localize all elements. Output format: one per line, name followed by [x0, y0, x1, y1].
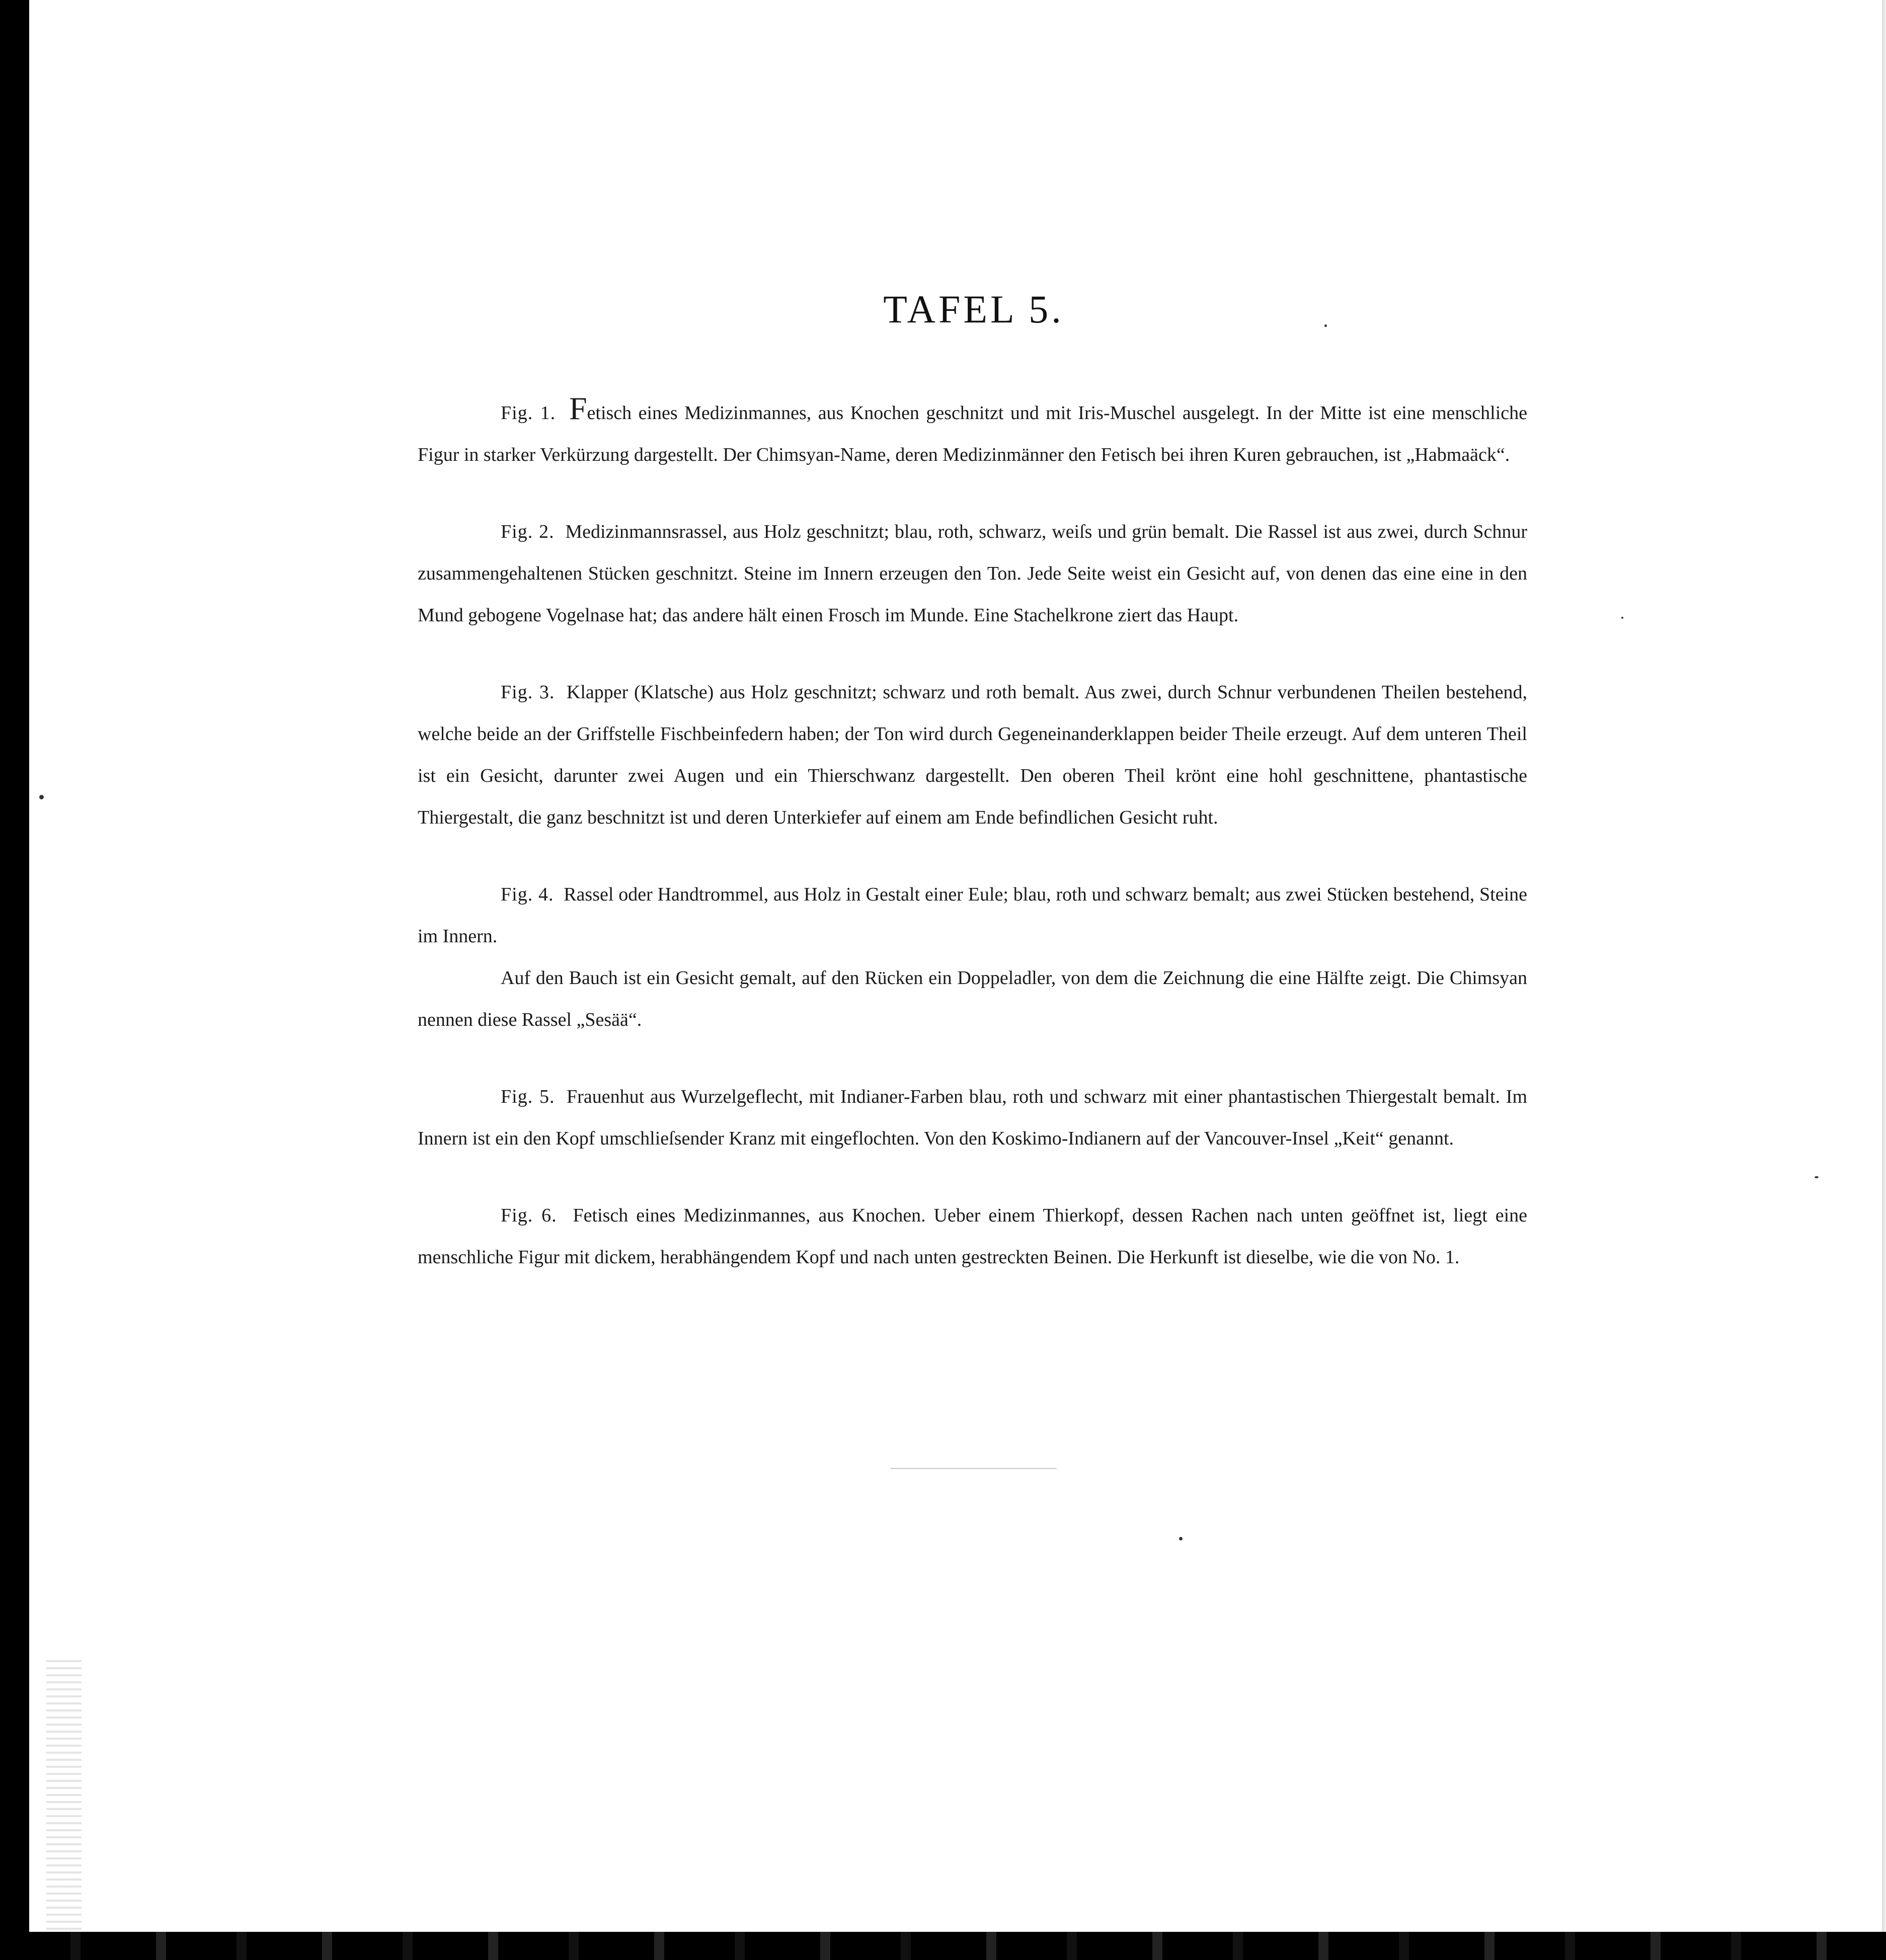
scan-bottom-edge: [0, 1932, 1886, 1960]
paragraph-text: etisch eines Medizinmannes, aus Knochen geschnitzt und mit Iris-Muschel ausgelegt. In der Mitte ist eine menschliche Figur in starker Verkürzung dargestellt. Der Chimsyan-Name, deren Medizinmänner den Fetisch bei ihren Kuren gebrauchen, ist „Habmaäck“.: [418, 402, 1527, 465]
separator-rule: [891, 1468, 1057, 1469]
paragraph-text: Medizinmannsrassel, aus Holz geschnitzt; blau, roth, schwarz, weiſs und grün bemalt. Die Rassel ist aus zwei, durch Schnur zusammengehaltenen Stücken geschnitzt. Steine im Innern erzeugen den Ton. Jede Seite weist ein Gesicht auf, von denen das eine eine in den Mund gebogene Vogelnase hat; das andere hält einen Frosch im Munde. Eine Stachelkrone ziert das Haupt.: [418, 521, 1527, 626]
paragraph-fig-4: [418, 874, 1527, 957]
paragraph-fig-5: [418, 1076, 1527, 1160]
paragraph-text: Klapper (Klatsche) aus Holz geschnitzt; schwarz und roth bemalt. Aus zwei, durch Schnur verbundenen Theilen bestehend, welche beide an der Griffstelle Fischbeinfedern haben; der Ton wird durch Gegeneinanderklappen beider Theile erzeugt. Auf dem unteren Theil ist ein Gesicht, darunter zwei Augen und ein Thierschwanz dargestellt. Den oberen Theil krönt eine hohl geschnittene, phantastische Thiergestalt, die ganz beschnitzt ist und deren Unterkiefer auf einem am Ende befindlichen Gesicht ruht.: [418, 682, 1527, 828]
drop-initial: F: [569, 390, 587, 426]
fig-label: Fig. 3.: [501, 682, 555, 703]
paragraph-fig-3: [418, 672, 1527, 839]
paragraph-fig-4-continued: [418, 957, 1527, 1041]
fig-label: Fig. 5.: [501, 1086, 555, 1107]
fig-label: Fig. 2.: [501, 521, 555, 542]
scan-speck: [1621, 617, 1623, 619]
fig-label: Fig. 6.: [501, 1205, 557, 1226]
fig-label: Fig. 1.: [501, 402, 556, 424]
paragraph-fig-6: [418, 1195, 1527, 1278]
paragraph-text: Frauenhut aus Wurzelgeflecht, mit Indianer-Farben blau, roth und schwarz mit einer phantastischen Thiergestalt bemalt. Im Innern ist ein den Kopf umschlieſsender Kranz mit eingeflochten. Von den Koskimo-Indianern auf der Vancouver-Insel „Keit“ genannt.: [418, 1086, 1527, 1149]
paragraph-fig-1: [418, 392, 1527, 476]
figure-descriptions: [418, 392, 1527, 1314]
scan-speck: [1324, 324, 1327, 327]
fig-label: Fig. 4.: [501, 884, 554, 905]
paragraph-text: Auf den Bauch ist ein Gesicht gemalt, auf den Rücken ein Doppeladler, von dem die Zeichnung die eine Hälfte zeigt. Die Chimsyan nennen diese Rassel „Sesää“.: [418, 967, 1527, 1030]
scan-speck: [1815, 1176, 1819, 1178]
scan-speck: [1179, 1537, 1183, 1540]
paragraph-text: Fetisch eines Medizinmannes, aus Knochen. Ueber einem Thierkopf, dessen Rachen nach unten geöffnet ist, liegt eine menschliche Figur mit dickem, herabhängendem Kopf und nach unten gestreckten Beinen. Die Herkunft ist dieselbe, wie die von No. 1.: [418, 1205, 1527, 1268]
page-title: TAFEL 5.: [883, 287, 1064, 331]
scan-edge-noise: [46, 1660, 82, 1942]
paragraph-text: Rassel oder Handtrommel, aus Holz in Gestalt einer Eule; blau, roth und schwarz bemalt; aus zwei Stücken bestehend, Steine im Innern.: [418, 884, 1528, 947]
scan-speck: [39, 795, 44, 799]
paragraph-fig-2: [418, 511, 1527, 636]
